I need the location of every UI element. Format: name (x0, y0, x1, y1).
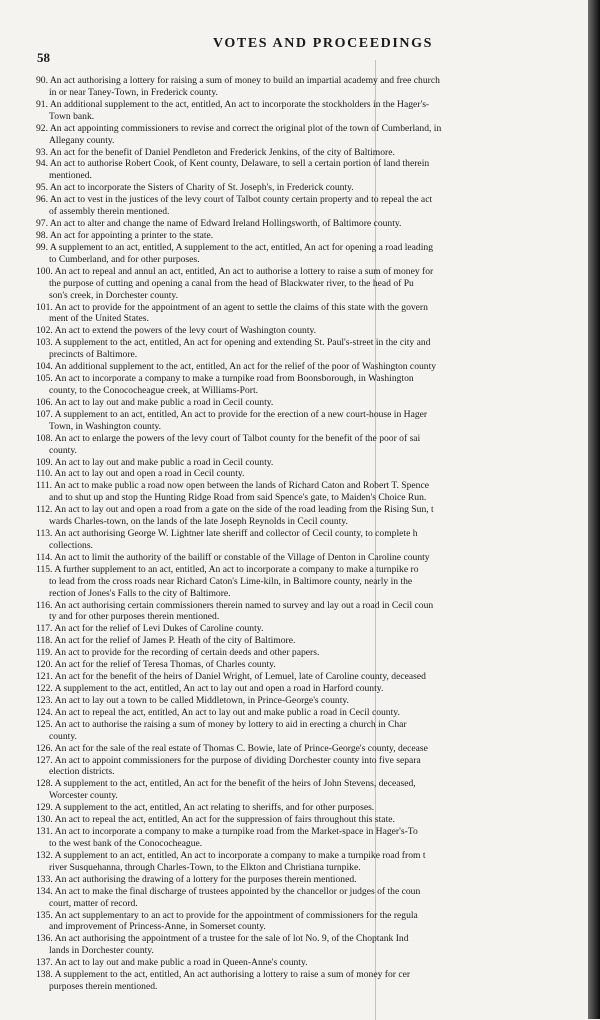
act-entry (36, 158, 592, 170)
act-text: An act for appointing a printer to the state. (49, 229, 214, 241)
act-text: A supplement to an act, entitled, An act to incorporate a company to make a turnpike road from t (54, 849, 426, 861)
act-text: An act to vest in the justices of the levy court of Talbot county certain property and to repeal the act (49, 194, 433, 206)
act-entry-continuation (36, 254, 592, 266)
act-number: 96. (36, 194, 48, 206)
act-number: 97. (36, 218, 48, 230)
act-entry (36, 75, 592, 87)
act-entry (36, 457, 592, 469)
act-entry (36, 194, 592, 206)
act-entry (36, 683, 592, 695)
act-text: in or near Taney-Town, in Frederick county. (49, 86, 218, 98)
act-entry (36, 886, 592, 898)
act-text: An act to alter and change the name of Edward Ireland Hollingsworth, of Baltimore county. (49, 218, 402, 230)
act-entry-continuation (36, 588, 592, 600)
act-text: An act to appoint commissioners for the purpose of dividing Dorchester county into five separa (54, 754, 421, 766)
act-text: An act authorising George W. Lightner late sheriff and collector of Cecil county, to complete h (54, 528, 418, 540)
page-title: VOTES AND PROCEEDINGS (213, 36, 434, 51)
act-text: An act for the relief of Levi Dukes of Caroline county. (54, 623, 264, 635)
act-text: and improvement of Princess-Anne, in Somerset county. (49, 921, 266, 933)
act-text: Town bank. (49, 110, 95, 122)
act-entry-continuation (36, 135, 592, 147)
act-entry (36, 409, 592, 421)
act-text: to Cumberland, and for other purposes. (49, 253, 200, 265)
act-entry-continuation (36, 576, 592, 588)
act-entry-continuation (36, 206, 592, 218)
act-entry (36, 373, 592, 385)
act-entry-continuation (36, 278, 592, 290)
act-entry-continuation (36, 290, 592, 302)
act-text: An act for the benefit of Daniel Pendleton and Frederick Jenkins, of the city of Baltimore. (49, 146, 395, 158)
act-text: An act authorising the drawing of a lottery for the purposes therein mentioned. (54, 873, 357, 885)
act-text: Town, in Washington county. (49, 420, 162, 432)
act-entry (36, 802, 592, 814)
act-entry (36, 99, 592, 111)
acts-list (36, 75, 592, 993)
act-text: Worcester county. (49, 790, 118, 802)
act-text: collections. (49, 539, 93, 551)
act-number: 131. (36, 826, 53, 838)
act-text: A supplement to an act, entitled, A supplement to the act, entitled, An act for opening a road leading (49, 241, 433, 253)
act-number: 112. (36, 504, 53, 516)
act-entry (36, 719, 592, 731)
act-text: An act to provide for the appointment of an agent to settle the claims of this state with the govern (54, 301, 428, 313)
act-entry (36, 123, 592, 135)
act-entry-continuation (36, 516, 592, 528)
act-entry (36, 147, 592, 159)
act-number: 110. (36, 468, 53, 480)
act-entry (36, 218, 592, 230)
act-text: court, matter of record. (49, 897, 138, 909)
act-text: ty and for other purposes therein mentioned. (49, 611, 220, 623)
act-entry-continuation (36, 313, 592, 325)
act-number: 106. (36, 396, 53, 408)
act-number: 128. (36, 778, 53, 790)
act-number: 114. (36, 551, 53, 563)
act-text: precincts of Baltimore. (49, 349, 138, 361)
act-number: 117. (36, 623, 53, 635)
act-text: A supplement to the act, entitled, An act authorising a lottery to raise a sum of money for cer (54, 969, 411, 981)
act-number: 137. (36, 957, 53, 969)
act-number: 95. (36, 182, 48, 194)
act-text: county. (49, 444, 77, 456)
act-number: 103. (36, 337, 53, 349)
act-entry (36, 182, 592, 194)
act-entry (36, 361, 592, 373)
act-text: An act to repeal the act, entitled, An act to lay out and make public a road in Cecil county. (54, 706, 400, 718)
act-entry (36, 528, 592, 540)
act-number: 121. (36, 671, 53, 683)
act-number: 120. (36, 659, 53, 671)
act-entry-continuation (36, 898, 592, 910)
act-text: An act for the relief of Teresa Thomas, of Charles county. (54, 659, 276, 671)
act-number: 98. (36, 229, 48, 241)
act-text: An act to lay out a town to be called Middletown, in Prince-George's county. (54, 694, 349, 706)
act-entry (36, 552, 592, 564)
act-entry-continuation (36, 838, 592, 850)
act-text: A supplement to the act, entitled, An act for opening and extending St. Paul's-street in the city and (54, 337, 431, 349)
act-text: son's creek, in Dorchester county. (49, 289, 178, 301)
act-number: 109. (36, 456, 53, 468)
act-entry-continuation (36, 111, 592, 123)
act-text: An act to enlarge the powers of the levy court of Talbot county for the benefit of the poor of sai (54, 432, 421, 444)
act-number: 124. (36, 706, 53, 718)
act-text: An act to repeal the act, entitled, An act for the suppression of fairs throughout this state. (54, 814, 395, 826)
act-entry-continuation (36, 731, 592, 743)
act-text: An act appointing commissioners to revise and correct the original plot of the town of Cumberland, in (49, 122, 442, 134)
page-number: 58 (37, 50, 50, 65)
act-text: A supplement to the act, entitled, An act for the benefit of the heirs of John Stevens, deceased, (54, 778, 416, 790)
act-number: 130. (36, 814, 53, 826)
act-number: 125. (36, 718, 53, 730)
act-entry (36, 230, 592, 242)
act-entry (36, 302, 592, 314)
act-entry (36, 397, 592, 409)
act-entry (36, 814, 592, 826)
act-text: rection of Jones's Falls to the city of Baltimore. (49, 587, 231, 599)
act-number: 133. (36, 873, 53, 885)
act-text: An act to make public a road now open between the lands of Richard Caton and Robert T. Spence (53, 480, 429, 492)
act-number: 123. (36, 694, 53, 706)
act-entry (36, 647, 592, 659)
act-entry (36, 480, 592, 492)
act-number: 138. (36, 969, 53, 981)
page-edge-shadow (588, 0, 600, 1019)
act-entry (36, 755, 592, 767)
act-text: An act to lay out and make public a road in Queen-Anne's county. (54, 957, 308, 969)
act-number: 126. (36, 742, 53, 754)
act-number: 127. (36, 754, 53, 766)
act-text: An act authorising the appointment of a trustee for the sale of lot No. 9, of the Choptank Ind (54, 933, 409, 945)
act-text: and to shut up and stop the Hunting Ridge Road from said Spence's gate, to Maiden's Choice Run. (49, 492, 427, 504)
act-entry-continuation (36, 87, 592, 99)
act-entry-continuation (36, 945, 592, 957)
act-number: 122. (36, 683, 53, 695)
act-text: An act to authorise the raising a sum of money by lottery to aid in erecting a church in Char (54, 718, 407, 730)
act-text: to lead from the cross roads near Richard Caton's Lime-kiln, in Baltimore county, nearly in the (49, 575, 413, 587)
act-entry (36, 623, 592, 635)
act-number: 134. (36, 885, 53, 897)
act-number: 111. (36, 480, 53, 492)
act-entry (36, 707, 592, 719)
act-entry (36, 778, 592, 790)
act-text: election districts. (49, 766, 115, 778)
act-entry (36, 969, 592, 981)
act-number: 118. (36, 635, 53, 647)
act-entry (36, 826, 592, 838)
act-entry (36, 910, 592, 922)
act-number: 93. (36, 146, 48, 158)
act-text: An act for the sale of the real estate of Thomas C. Bowie, late of Prince-George's county, decease (54, 742, 428, 754)
act-entry-continuation (36, 862, 592, 874)
act-entry-continuation (36, 790, 592, 802)
act-entry (36, 433, 592, 445)
act-entry-continuation (36, 921, 592, 933)
act-text: An act to authorise Robert Cook, of Kent county, Delaware, to sell a certain portion of land therein (49, 158, 430, 170)
act-text: wards Charles-town, on the lands of the late Joseph Reynolds in Cecil county. (49, 516, 348, 528)
act-entry (36, 600, 592, 612)
act-text: An act to repeal and annul an act, entitled, An act to authorise a lottery to raise a sum of money for (54, 265, 434, 277)
act-entry-continuation (36, 981, 592, 993)
act-entry (36, 659, 592, 671)
act-number: 104. (36, 361, 53, 373)
act-entry (36, 850, 592, 862)
act-text: An act to lay out and make public a road in Cecil county. (54, 456, 274, 468)
act-text: An act to lay out and open a road from a gate on the side of the road leading from the Rising Sun, t (54, 504, 434, 516)
act-entry (36, 743, 592, 755)
act-entry (36, 957, 592, 969)
act-number: 135. (36, 909, 53, 921)
act-text: mentioned. (49, 170, 92, 182)
act-text: county, to the Conococheague creek, at Williams-Port. (49, 384, 259, 396)
act-text: An act to limit the authority of the bailiff or constable of the Village of Denton in Caroline county (54, 551, 430, 563)
act-text: An act to lay out and open a road in Cecil county. (54, 468, 245, 480)
act-entry (36, 337, 592, 349)
act-number: 92. (36, 122, 48, 134)
act-number: 108. (36, 432, 53, 444)
act-text: to the west bank of the Conococheague. (49, 838, 203, 849)
act-text: An act for the benefit of the heirs of Daniel Wright, of Lemuel, late of Caroline county, deceased (54, 671, 426, 683)
act-entry-continuation (36, 385, 592, 397)
act-text: purposes therein mentioned. (49, 981, 158, 993)
act-text: river Susquehanna, through Charles-Town, to the Elkton and Christiana turnpike. (49, 861, 361, 873)
act-entry-continuation (36, 492, 592, 504)
act-entry-continuation (36, 445, 592, 457)
act-entry (36, 325, 592, 337)
act-entry (36, 695, 592, 707)
act-entry-continuation (36, 611, 592, 623)
act-entry (36, 933, 592, 945)
act-text: A further supplement to an act, entitled, An act to incorporate a company to make a turnpike ro (54, 563, 419, 575)
act-entry-continuation (36, 540, 592, 552)
act-entry-continuation (36, 349, 592, 361)
act-text: A supplement to the act, entitled, An act to lay out and open a road in Harford county. (54, 683, 384, 695)
act-entry (36, 266, 592, 278)
act-text: An act authorising a lottery for raising a sum of money to build an impartial academy and free church (49, 75, 440, 86)
act-text: An act to extend the powers of the levy court of Washington county. (54, 325, 317, 337)
act-text: An act to incorporate the Sisters of Charity of St. Joseph's, in Frederick county. (49, 182, 354, 194)
act-number: 132. (36, 849, 53, 861)
act-text: ment of the United States. (49, 313, 149, 325)
act-number: 100. (36, 265, 53, 277)
act-number: 129. (36, 802, 53, 814)
act-text: An act authorising certain commissioners therein named to survey and lay out a road in Cecil coun (54, 599, 434, 611)
act-entry-continuation (36, 766, 592, 778)
act-text: lands in Dorchester county. (49, 945, 154, 957)
act-number: 105. (36, 373, 53, 385)
act-text: An act to incorporate a company to make a turnpike road from the Market-space in Hager's-To (54, 826, 418, 838)
act-text: An act to make the final discharge of trustees appointed by the chancellor or judges of the coun (54, 885, 421, 897)
act-entry (36, 468, 592, 480)
act-text: An act to lay out and make public a road in Cecil county. (54, 396, 274, 408)
act-text: An act to provide for the recording of certain deeds and other papers. (54, 647, 320, 659)
act-text: An additional supplement to the act, entitled, An act to incorporate the stockholders in the Hager's- (49, 98, 430, 110)
act-text: An act for the relief of James P. Heath of the city of Baltimore. (54, 635, 296, 647)
act-text: A supplement to an act, entitled, An act to provide for the erection of a new court-house in Hager (54, 408, 428, 420)
act-entry (36, 671, 592, 683)
act-text: An act to incorporate a company to make a turnpike road from Boonsborough, in Washington (54, 373, 414, 385)
act-text: the purpose of cutting and opening a canal from the head of Blackwater river, to the head of Pu (49, 277, 414, 289)
act-number: 113. (36, 528, 53, 540)
act-number: 116. (36, 599, 53, 611)
act-text: An additional supplement to the act, entitled, An act for the relief of the poor of Washington county (54, 361, 437, 373)
act-entry (36, 564, 592, 576)
act-number: 99. (36, 241, 48, 253)
act-text: A supplement to the act, entitled, An act relating to sheriffs, and for other purposes. (54, 802, 375, 814)
act-entry (36, 504, 592, 516)
act-text: An act supplementary to an act to provide for the appointment of commissioners for the regula (54, 909, 418, 921)
act-text: Allegany county. (49, 134, 115, 146)
act-number: 102. (36, 325, 53, 337)
act-number: 101. (36, 301, 53, 313)
act-entry (36, 874, 592, 886)
act-entry-continuation (36, 421, 592, 433)
act-number: 107. (36, 408, 53, 420)
act-entry (36, 635, 592, 647)
act-number: 136. (36, 933, 53, 945)
act-number: 94. (36, 158, 48, 170)
act-entry-continuation (36, 170, 592, 182)
act-number: 119. (36, 647, 53, 659)
act-entry (36, 242, 592, 254)
act-number: 115. (36, 563, 53, 575)
act-number: 91. (36, 98, 48, 110)
act-number: 90. (36, 75, 48, 86)
act-text: county. (49, 730, 77, 742)
act-text: of assembly therein mentioned. (49, 206, 170, 218)
